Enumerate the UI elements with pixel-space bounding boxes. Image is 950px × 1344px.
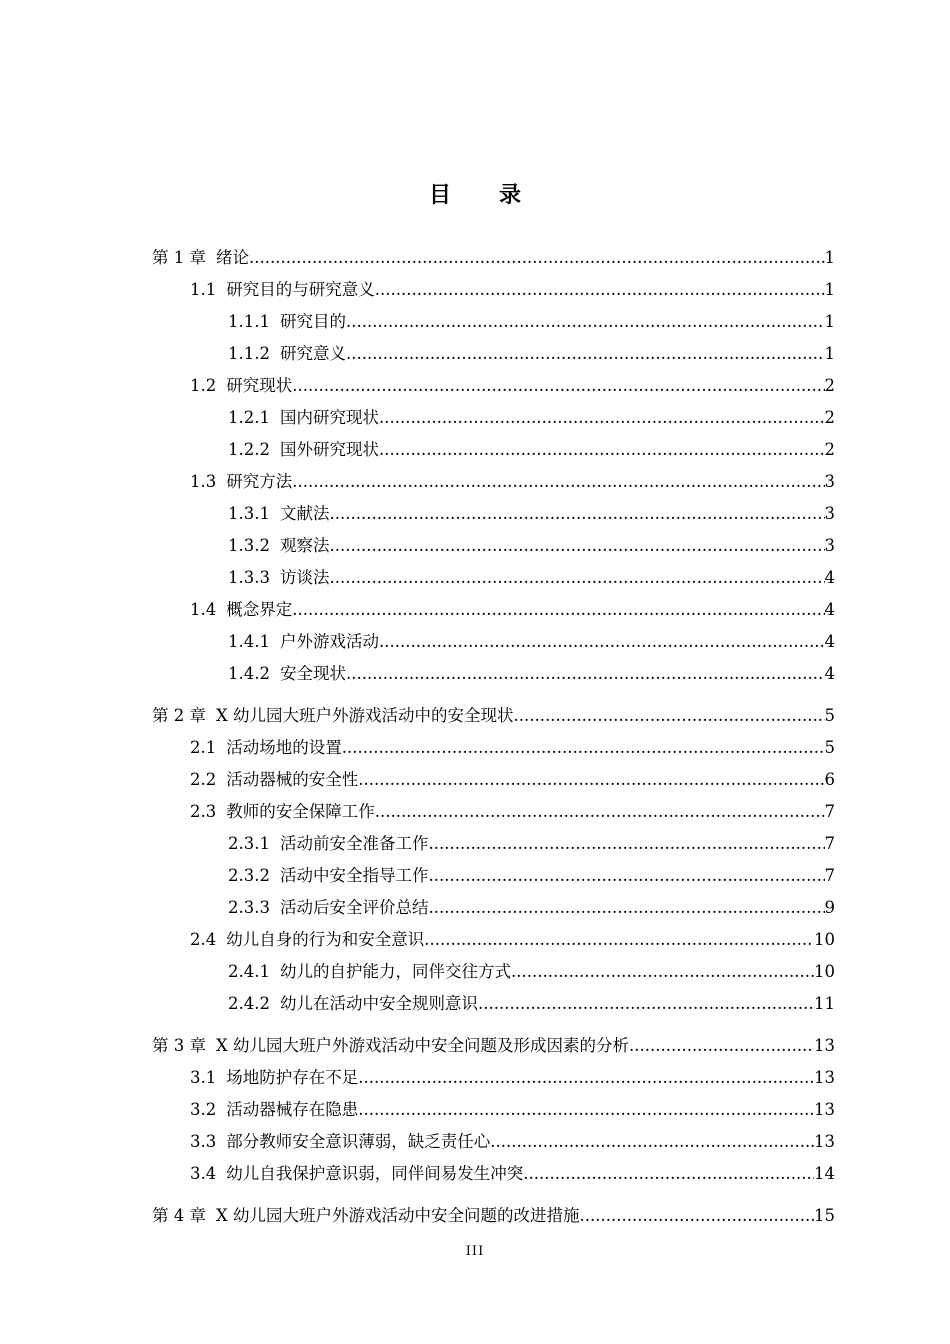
toc-entry-title: 活动器械的安全性 [226, 770, 359, 789]
toc-entry-title: 户外游戏活动 [279, 632, 379, 651]
toc-dot-leader [580, 1200, 815, 1232]
toc-dot-leader [346, 338, 825, 370]
toc-entry-number: 2.1 [190, 738, 217, 757]
toc-entry-page: 5 [824, 738, 835, 757]
toc-entry-number: 第 2 章 [152, 706, 206, 725]
toc-entry-number: 第 3 章 [152, 1036, 206, 1055]
toc-entry-title: 研究方法 [226, 472, 293, 491]
toc-entry-page: 13 [814, 1036, 835, 1055]
toc-subsection-entry[interactable] [228, 626, 835, 658]
toc-entry-page: 14 [814, 1164, 835, 1183]
toc-entry-page: 10 [814, 930, 835, 949]
toc-dot-leader [514, 700, 825, 732]
toc-entry-page: 10 [814, 962, 835, 981]
toc-entry-number: 3.4 [190, 1164, 217, 1183]
toc-entry-title: 幼儿在活动中安全规则意识 [279, 994, 478, 1013]
toc-entry-number: 2.3.2 [228, 866, 270, 885]
toc-dot-leader [379, 434, 825, 466]
toc-section-entry[interactable] [190, 764, 835, 796]
toc-entry-title: 研究目的与研究意义 [226, 280, 375, 299]
toc-dot-leader [375, 796, 825, 828]
toc-subsection-entry[interactable] [228, 562, 835, 594]
toc-entry-page: 13 [814, 1068, 835, 1087]
toc-entry-title: 活动中安全指导工作 [279, 866, 429, 885]
toc-entry-number: 1.1 [190, 280, 217, 299]
toc-entry-number: 2.3 [190, 802, 217, 821]
toc-entry-title: 绪论 [216, 248, 249, 267]
toc-dot-leader [329, 498, 824, 530]
toc-entry-page: 13 [814, 1100, 835, 1119]
toc-entry-number: 1.4 [190, 600, 217, 619]
toc-entry-title: 教师的安全保障工作 [226, 802, 375, 821]
toc-section-entry[interactable] [190, 274, 835, 306]
toc-entry-number: 1.3.1 [228, 504, 270, 523]
toc-entry-page: 1 [824, 344, 835, 363]
toc-entry-title: 概念界定 [226, 600, 293, 619]
toc-entry-page: 2 [824, 376, 835, 395]
toc-entry-number: 2.4.2 [228, 994, 270, 1013]
toc-title: 目录 [428, 183, 569, 208]
toc-subsection-entry[interactable] [228, 956, 835, 988]
toc-subsection-entry[interactable] [228, 860, 835, 892]
toc-chapter-entry[interactable] [152, 1200, 835, 1232]
toc-entry-page: 3 [824, 536, 835, 555]
toc-section-entry[interactable] [190, 1062, 835, 1094]
toc-section-entry[interactable] [190, 1094, 835, 1126]
toc-dot-leader [329, 562, 824, 594]
toc-entry-title: 幼儿自身的行为和安全意识 [226, 930, 425, 949]
toc-subsection-entry[interactable] [228, 402, 835, 434]
toc-entry-number: 3.3 [190, 1132, 217, 1151]
toc-entry-title: 访谈法 [279, 568, 330, 587]
toc-subsection-entry[interactable] [228, 988, 835, 1020]
toc-entry-title: 研究意义 [279, 344, 346, 363]
toc-entry-page: 15 [814, 1206, 835, 1225]
toc-dot-leader [346, 306, 825, 338]
toc-section-entry[interactable] [190, 732, 835, 764]
toc-dot-leader [511, 956, 814, 988]
toc-entry-page: 4 [824, 600, 835, 619]
toc-dot-leader [523, 1158, 814, 1190]
toc-dot-leader [375, 274, 825, 306]
toc-dot-leader [292, 370, 824, 402]
toc-section-entry[interactable] [190, 370, 835, 402]
toc-entry-page: 3 [824, 504, 835, 523]
toc-entry-title: 活动场地的设置 [226, 738, 342, 757]
toc-entry-page: 3 [824, 472, 835, 491]
toc-chapter-entry[interactable] [152, 700, 835, 732]
toc-dot-leader [342, 732, 825, 764]
toc-dot-leader [428, 892, 824, 924]
toc-chapter-entry[interactable] [152, 242, 835, 274]
toc-entry-number: 第 1 章 [152, 248, 206, 267]
toc-entry-title: 观察法 [279, 536, 330, 555]
toc-entry-number: 1.1.1 [228, 312, 270, 331]
toc-entry-page: 4 [824, 664, 835, 683]
toc-dot-leader [358, 764, 824, 796]
toc-entry-page: 13 [814, 1132, 835, 1151]
toc-dot-leader [292, 594, 824, 626]
toc-entry-page: 1 [824, 248, 835, 267]
toc-entry-number: 2.2 [190, 770, 217, 789]
toc-entry-title: 研究目的 [279, 312, 346, 331]
toc-dot-leader [346, 658, 825, 690]
toc-entry-number: 3.2 [190, 1100, 217, 1119]
toc-entry-title: 活动后安全评价总结 [279, 898, 429, 917]
toc-entry-title: 文献法 [279, 504, 330, 523]
toc-entry-title: 安全现状 [279, 664, 346, 683]
toc-entry-title: 国内研究现状 [279, 408, 379, 427]
toc-section-entry[interactable] [190, 796, 835, 828]
toc-dot-leader [249, 242, 825, 274]
toc-dot-leader [358, 1062, 814, 1094]
toc-dot-leader [629, 1030, 814, 1062]
toc-entry-title: X 幼儿园大班户外游戏活动中的安全现状 [216, 706, 514, 725]
toc-entry-number: 1.2 [190, 376, 217, 395]
toc-dot-leader [358, 1094, 814, 1126]
toc-entry-page: 7 [824, 866, 835, 885]
toc-entry-title: 活动前安全准备工作 [279, 834, 429, 853]
toc-entry-number: 3.1 [190, 1068, 217, 1087]
toc-entry-page: 2 [824, 408, 835, 427]
toc-entry-page: 4 [824, 632, 835, 651]
toc-dot-leader [490, 1126, 814, 1158]
toc-entry-number: 1.3.2 [228, 536, 270, 555]
toc-entry-number: 1.2.1 [228, 408, 270, 427]
toc-subsection-entry[interactable] [228, 658, 835, 690]
toc-entry-page: 7 [824, 802, 835, 821]
toc-entry-title: X 幼儿园大班户外游戏活动中安全问题的改进措施 [216, 1206, 580, 1225]
toc-section-entry[interactable] [190, 924, 835, 956]
toc-entry-page: 1 [824, 280, 835, 299]
toc-entry-title: 部分教师安全意识薄弱，缺乏责任心 [226, 1132, 491, 1151]
toc-dot-leader [379, 402, 825, 434]
toc-subsection-entry[interactable] [228, 338, 835, 370]
toc-section-entry[interactable] [190, 594, 835, 626]
toc-entry-page: 7 [824, 834, 835, 853]
toc-entry-title: 国外研究现状 [279, 440, 379, 459]
toc-dot-leader [478, 988, 814, 1020]
toc-entry-number: 第 4 章 [152, 1206, 206, 1225]
toc-entry-page: 4 [824, 568, 835, 587]
toc-entry-title: X 幼儿园大班户外游戏活动中安全问题及形成因素的分析 [216, 1036, 629, 1055]
toc-subsection-entry[interactable] [228, 530, 835, 562]
toc-entry-title: 场地防护存在不足 [226, 1068, 359, 1087]
toc-dot-leader [428, 860, 824, 892]
toc-subsection-entry[interactable] [228, 892, 835, 924]
toc-dot-leader [379, 626, 825, 658]
toc-entry-number: 2.3.1 [228, 834, 270, 853]
toc-subsection-entry[interactable] [228, 306, 835, 338]
toc-subsection-entry[interactable] [228, 828, 835, 860]
toc-entry-number: 1.3 [190, 472, 217, 491]
toc-entry-number: 2.3.3 [228, 898, 270, 917]
toc-entry-number: 2.4.1 [228, 962, 270, 981]
toc-entry-page: 2 [824, 440, 835, 459]
toc-dot-leader [428, 828, 824, 860]
toc-subsection-entry[interactable] [228, 498, 835, 530]
toc-section-entry[interactable] [190, 466, 835, 498]
toc-entry-title: 活动器械存在隐患 [226, 1100, 359, 1119]
toc-entry-title: 幼儿的自护能力，同伴交往方式 [279, 962, 511, 981]
toc-entry-page: 9 [824, 898, 835, 917]
toc-subsection-entry[interactable] [228, 434, 835, 466]
toc-dot-leader [292, 466, 824, 498]
toc-entry-number: 1.3.3 [228, 568, 270, 587]
toc-entry-page: 11 [814, 994, 835, 1013]
toc-entry-title: 幼儿自我保护意识弱，同伴间易发生冲突 [226, 1164, 524, 1183]
toc-entry-title: 研究现状 [226, 376, 293, 395]
toc-dot-leader [329, 530, 824, 562]
page-number: III [465, 1244, 485, 1259]
toc-entry-page: 1 [824, 312, 835, 331]
toc-section-entry[interactable] [190, 1126, 835, 1158]
toc-entry-number: 1.4.2 [228, 664, 270, 683]
toc-entry-page: 6 [824, 770, 835, 789]
toc-entry-number: 1.4.1 [228, 632, 270, 651]
toc-chapter-entry[interactable] [152, 1030, 835, 1062]
toc-entry-page: 5 [824, 706, 835, 725]
toc-entry-number: 1.1.2 [228, 344, 270, 363]
toc-dot-leader [424, 924, 814, 956]
toc-entry-number: 1.2.2 [228, 440, 270, 459]
toc-entry-number: 2.4 [190, 930, 217, 949]
toc-section-entry[interactable] [190, 1158, 835, 1190]
